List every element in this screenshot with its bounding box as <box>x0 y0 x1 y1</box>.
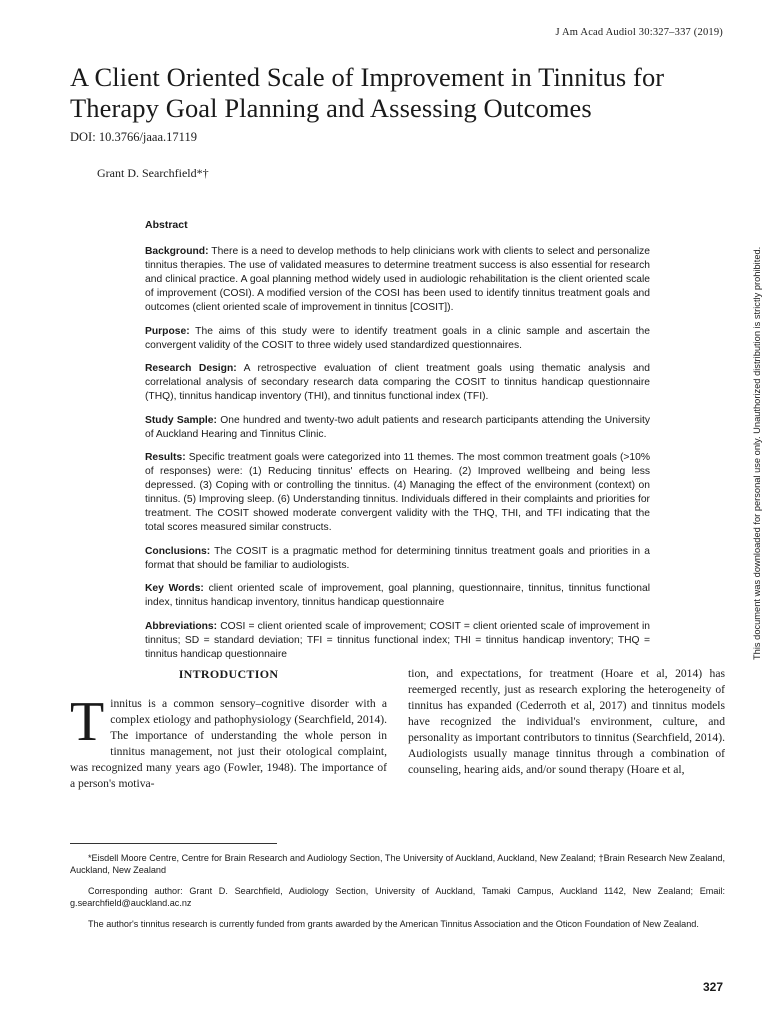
label: Conclusions: <box>145 545 211 557</box>
label: Study Sample: <box>145 414 217 426</box>
drop-cap: T <box>70 691 105 753</box>
abstract-conclusions <box>145 545 650 573</box>
abstract-results <box>145 451 650 535</box>
abstract <box>145 218 650 671</box>
body-column-right <box>408 666 725 778</box>
footnote-funding: The author's tinnitus research is currently funded from grants awarded by the American Tinnitus Association and the Oticon Foundation of New Zealand. <box>88 919 699 929</box>
article-title: A Client Oriented Scale of Improvement in Tinnitus for Therapy Goal Planning and Assessing Outcomes <box>70 62 665 123</box>
abstract-abbreviations <box>145 620 650 662</box>
label: Purpose: <box>145 325 190 337</box>
abstract-study-sample <box>145 414 650 442</box>
download-notice: This document was downloaded for personal use only. Unauthorized distribution is strictly prohibited. <box>752 246 762 660</box>
body-text-right: tion, and expectations, for treatment (Hoare et al, 2014) has reemerged recently, just as research exploring the heterogeneity of tinnitus has expanded (Cederroth et al, 2017) and tinnitus models have recognized the individual's environment, culture, and personality as important contributors to tinnitus (Searchfield, 2014). Audiologists usually manage tinnitus through a combination of counseling, hearing aids, and/or sound therapy (Hoare et al, <box>408 667 725 776</box>
text: The COSIT is a pragmatic method for determining tinnitus treatment goals and priorities in a format that should be familiar to audiologists. <box>145 545 650 571</box>
journal-reference: J Am Acad Audiol 30:327–337 (2019) <box>555 27 723 38</box>
text: The aims of this study were to identify treatment goals in a clinic sample and ascertain the convergent validity of the COSIT to three widely used standardized questionnaires. <box>145 325 650 351</box>
abstract-background <box>145 245 650 315</box>
label: Results: <box>145 452 186 463</box>
body-text-left: innitus is a common sensory–cognitive disorder with a complex etiology and pathophysiology (Searchfield, 2014). The importance of understanding the whole person in tinnitus management, not just their otological complaint, was recognized many years ago (Fowler, 1948). The importance of a person's motiva- <box>70 697 387 790</box>
text: There is a need to develop methods to help clinicians work with clients to select and personalize tinnitus therapies. The use of validated measures to determine treatment success is also essential for research and clinical practice. A goal planning method widely used in audiologic rehabilitation is the client oriented scale of improvement (COSI). A modified version of the COSI has been used to identify tinnitus treatment goals and outcomes (client oriented scale of improvement in tinnitus [COSIT]). <box>145 246 650 313</box>
page-number: 327 <box>702 980 723 994</box>
abstract-key-words <box>145 582 650 610</box>
label: Abbreviations: <box>145 620 218 632</box>
text: A retrospective evaluation of client treatment goals using thematic analysis and correlational analysis of secondary research data comparing the COSIT to tinnitus handicap questionnaire (THQ), tinnitus handicap inventory (THI), and tinnitus functional index (TFI). <box>145 363 650 402</box>
footnote-affiliation: *Eisdell Moore Centre, Centre for Brain Research and Audiology Section, The University of Auckland, Auckland, New Zealand; †Brain Research New Zealand, Auckland, New Zealand <box>70 853 725 875</box>
section-title: INTRODUCTION <box>178 667 279 681</box>
label: Background: <box>145 246 209 257</box>
label: Key Words: <box>145 583 204 594</box>
abstract-research-design <box>145 362 650 404</box>
doi[interactable]: DOI: 10.3766/jaaa.17119 <box>70 130 197 144</box>
abstract-heading: Abstract <box>145 219 188 231</box>
text: One hundred and twenty-two adult patients and research participants attending the University of Auckland Hearing and Tinnitus Clinic. <box>145 414 650 440</box>
text: Specific treatment goals were categorized into 11 themes. The most common treatment goals (>10% of responses) were: (1) Reducing tinnitus' effects on Hearing. (2) Improved wellbeing and being less depressed. (3) Coping with or controlling the tinnitus. (4) Managing the effect of the environment (context) on tinnitus. (5) Improving sleep. (6) Understanding tinnitus. Individuals differed in their complaints and priorities for treatment. The COSIT showed moderate convergent validity with the THQ, THI, and TFI indicating that the total scores measured similar constructs. <box>145 452 650 533</box>
footnote-correspondence: Corresponding author: Grant D. Searchfield, Audiology Section, University of Auckland, Tamaki Campus, Auckland 1142, New Zealand; Email: g.searchfield@auckland.ac.nz <box>70 886 725 908</box>
text: client oriented scale of improvement, goal planning, questionnaire, tinnitus, tinnitus functional index, tinnitus handicap inventory, tinnitus handicap questionnaire <box>145 583 650 608</box>
body-column-left <box>70 666 387 792</box>
footnote-divider <box>70 843 277 844</box>
text: COSI = client oriented scale of improvement; COSIT = client oriented scale of improvement in tinnitus; SD = standard deviation; TFI = tinnitus functional index; THI = tinnitus handicap inventory; THQ = tinnitus handicap questionnaire <box>145 620 650 660</box>
label: Research Design: <box>145 363 237 374</box>
footnotes <box>70 852 725 939</box>
abstract-purpose <box>145 325 650 353</box>
author-name: Grant D. Searchfield*† <box>97 166 209 180</box>
